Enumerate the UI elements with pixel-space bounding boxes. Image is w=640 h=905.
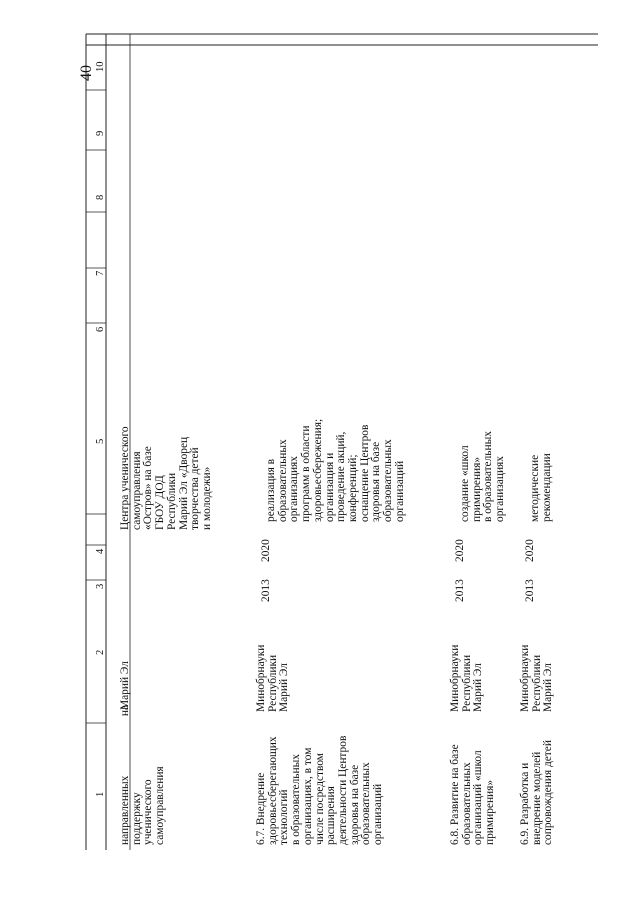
row-1-col-5-line: самоуправления	[130, 451, 143, 530]
row-1-col-5-line: и молодежи»	[200, 466, 213, 530]
row-3-col-5-line: в образовательных	[482, 431, 495, 522]
row-2-col-1-line: организациях, в том	[301, 747, 314, 845]
row-2-col-1-line: организаций	[372, 783, 385, 845]
row-2-col-1-line: образовательных	[360, 762, 373, 845]
row-4-col-2-line: Республики	[530, 654, 543, 712]
row-4-col-3: 2013	[524, 579, 536, 602]
row-2-col-1-line: здоровья на базе	[348, 764, 361, 845]
column-header-1: 1	[95, 791, 106, 797]
row-4-col-1-line: внедрение моделей	[530, 751, 543, 845]
row-2-col-5-line: оснащение Центров	[358, 424, 371, 522]
row-1-col-1-line: самоуправления	[154, 766, 167, 845]
row-1-col-5-line: «Остров» на базе	[142, 446, 155, 530]
row-3-col-2-line: Минобрнауки	[449, 644, 461, 712]
row-2-col-5-line: проведение акций,	[335, 431, 348, 522]
row-4-col-2	[520, 645, 555, 712]
row-4-col-2-line: Марий Эл	[542, 663, 555, 712]
row-1-col-1-line: направленных на	[119, 705, 131, 845]
page-number: 40	[78, 65, 95, 81]
row-2-col-1-line: 6.7. Внедрение	[255, 772, 267, 845]
column-header-6: 6	[95, 326, 106, 332]
row-2-col-5-line: здоровья на базе	[370, 441, 383, 522]
row-2-col-5-line: реализация в	[265, 458, 277, 522]
row-3-col-2	[450, 645, 485, 712]
row-1-col-1	[120, 705, 167, 845]
row-1-col-5-line: творчества детей	[189, 447, 202, 530]
column-header-7: 7	[95, 270, 106, 276]
row-3-col-2-line: Марий Эл	[472, 663, 485, 712]
row-1-col-1-line: поддержку	[130, 792, 143, 845]
row-2-col-2-line: Минобрнауки	[255, 644, 267, 712]
row-2-col-5-line: организация и	[323, 452, 336, 522]
row-2-col-1-line: здоровьесберегающих	[266, 736, 279, 845]
row-4-col-1-line: 6.9. Разработка и	[519, 762, 531, 845]
row-1-col-5	[120, 368, 214, 530]
row-4-col-1	[520, 705, 555, 845]
column-header-9: 9	[95, 130, 106, 136]
row-3-col-5-line: создание «школ	[459, 445, 471, 522]
row-2-col-1-line: в образовательных	[290, 754, 303, 845]
row-2-col-5	[266, 367, 406, 522]
row-2-col-5-line: образовательных	[276, 439, 289, 522]
row-2-col-2-line: Республики	[266, 654, 279, 712]
row-2-col-5-line: организаций	[393, 460, 406, 522]
row-2-col-4: 2020	[260, 539, 272, 562]
row-4-col-5	[530, 367, 553, 522]
row-2-col-5-line: конференций;	[346, 454, 359, 522]
row-3-col-1-line: примирения»	[484, 779, 497, 845]
row-2-col-1-line: числе посредством	[313, 752, 326, 845]
row-3-col-2-line: Республики	[460, 654, 473, 712]
row-2-col-2-line: Марий Эл	[278, 663, 291, 712]
row-2-col-5-line: здоровьесбережения;	[311, 418, 324, 522]
row-1-col-2-line: Марий Эл	[119, 661, 131, 710]
column-header-5: 5	[95, 438, 106, 444]
row-4-col-5-line: рекомендации	[540, 453, 553, 522]
row-4-col-4: 2020	[524, 539, 536, 562]
row-1-col-5-line: Республики	[165, 472, 178, 530]
row-3-col-5-line: примирения»	[470, 456, 483, 522]
row-2-col-1	[256, 705, 385, 845]
row-2-col-1-line: технологий	[278, 789, 291, 845]
row-1-col-5-line: Марий Эл «Дворец	[177, 436, 190, 530]
column-header-10: 10	[95, 61, 106, 72]
column-header-2: 2	[95, 649, 106, 655]
column-header-3: 3	[95, 583, 106, 589]
row-3-col-5-line: организациях	[494, 456, 507, 522]
row-2-col-1-line: деятельности Центров	[336, 735, 349, 845]
row-3-col-5	[460, 367, 507, 522]
row-3-col-1-line: 6.8. Развитие на базе	[449, 744, 461, 845]
row-2-col-5-line: программ в области	[300, 425, 313, 522]
row-1-col-5-line: ГБОУ ДОД	[154, 475, 167, 530]
row-3-col-1-line: образовательных	[460, 762, 473, 845]
row-3-col-1	[450, 705, 497, 845]
row-1-col-2	[120, 661, 132, 710]
column-header-8: 8	[95, 194, 106, 200]
row-4-col-5-line: методические	[529, 454, 541, 522]
row-4-col-1-line: сопровождения детей	[542, 740, 555, 845]
row-3-col-1-line: организаций «школ	[472, 750, 485, 845]
row-2-col-1-line: расширения	[325, 786, 338, 845]
row-2-col-3: 2013	[260, 579, 272, 602]
row-1-col-5-line: Центра ученического	[119, 426, 131, 530]
row-2-col-2	[256, 645, 291, 712]
column-header-4: 4	[95, 548, 106, 554]
row-4-col-2-line: Минобрнауки	[519, 644, 531, 712]
row-3-col-4: 2020	[454, 539, 466, 562]
row-2-col-5-line: образовательных	[382, 439, 395, 522]
row-2-col-5-line: организациях	[288, 456, 301, 522]
row-3-col-3: 2013	[454, 579, 466, 602]
row-1-col-1-line: ученического	[142, 779, 155, 845]
